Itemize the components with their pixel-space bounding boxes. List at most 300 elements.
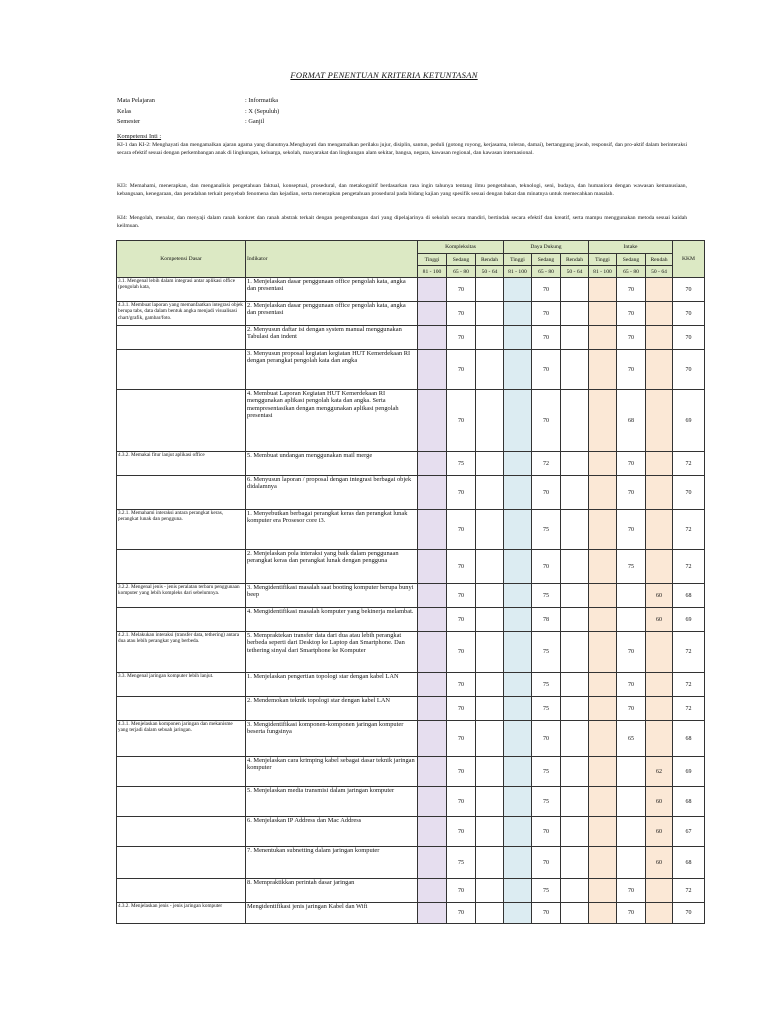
kompleksitas-rendah-cell — [476, 584, 504, 608]
intake-tinggi-cell — [589, 350, 617, 390]
indikator-cell: 5. Membuat undangan menggunakan mail merge — [246, 452, 418, 476]
kompleksitas-sedang-cell: 70 — [447, 510, 476, 550]
kompetensi-dasar-cell — [117, 326, 246, 350]
kompleksitas-tinggi-cell — [418, 550, 447, 584]
table-row — [117, 510, 705, 550]
kompetensi-dasar-cell — [117, 608, 246, 632]
kompleksitas-tinggi-cell — [418, 879, 447, 903]
table-row — [117, 584, 705, 608]
header-kkm: KKM — [673, 241, 705, 278]
indikator-cell: 2. Menyusun daftar isi dengan system manual menggunakan Tabulasi dan indent — [246, 326, 418, 350]
daya-dukung-tinggi-cell — [504, 817, 532, 847]
daya-dukung-rendah-cell — [561, 787, 589, 817]
meta-key: Kelas — [117, 107, 132, 115]
daya-dukung-tinggi-cell — [504, 326, 532, 350]
range-rendah: 50 - 64 — [646, 266, 673, 278]
kkm-cell: 72 — [673, 452, 705, 476]
kkm-cell: 67 — [673, 817, 705, 847]
kompleksitas-tinggi-cell — [418, 584, 447, 608]
kkm-cell: 70 — [673, 350, 705, 390]
intake-sedang-cell — [617, 817, 646, 847]
kompleksitas-rendah-cell — [476, 550, 504, 584]
table-row — [117, 550, 705, 584]
kompleksitas-sedang-cell: 70 — [447, 608, 476, 632]
intake-sedang-cell: 70 — [617, 278, 646, 302]
daya-dukung-tinggi-cell — [504, 510, 532, 550]
table-row — [117, 673, 705, 697]
kkm-cell: 70 — [673, 903, 705, 924]
intake-tinggi-cell — [589, 903, 617, 924]
indikator-cell: 3. Mengidentifikasi masalah saat booting komputer berupa bunyi beep — [246, 584, 418, 608]
table-row — [117, 390, 705, 452]
kkm-table — [116, 240, 705, 924]
ki-3-text: KI3: Memahami, menerapkan, dan menganalisis pengetahuan faktual, konseptual, prosedural, dan metakognitif berdasarkan rasa ingin tahunya tentang ilmu pengetahuan, teknologi, seni, budaya, dan humaniora dengan wawasan kemanusiaan, kebangsaan, kenegaraan, dan peradaban terkait penyebab fenomena dan kejadian, serta menerapkan pengetahuan prosedural pada bidang kajian yang spesifik sesuai dengan bakat dan minatnya untuk memecahkan masalah. — [117, 183, 687, 198]
kkm-cell: 70 — [673, 278, 705, 302]
kompleksitas-sedang-cell: 70 — [447, 390, 476, 452]
kompetensi-dasar-cell: 4.3.2. Menjelaskan jenis - jenis jaringan komputer — [117, 903, 246, 924]
intake-sedang-cell: 75 — [617, 550, 646, 584]
intake-sedang-cell: 70 — [617, 632, 646, 673]
daya-dukung-tinggi-cell — [504, 879, 532, 903]
ki-4-text: KI4: Mengolah, menalar, dan menyaji dalam ranah konkret dan ranah abstrak terkait dengan pengembangan dari yang dipelajarinya di sekolah secara mandiri, bertindak secara efektif dan kreatif, serta mampu menggunakan metoda sesuai kaidah keilmuan. — [117, 215, 687, 230]
kompleksitas-tinggi-cell — [418, 302, 447, 326]
kompetensi-dasar-cell: 3.2.1. Memahami interaksi antara perangkat keras, perangkat lunak dan pengguna. — [117, 510, 246, 550]
indikator-cell: Mengidentifikasi jenis jaringan Kabel dan Wifi — [246, 903, 418, 924]
daya-dukung-rendah-cell — [561, 817, 589, 847]
kompetensi-dasar-cell: 4.2.1. Melakukan interaksi (transfer data, tethering) antara dua atau lebih perangkat yang berbeda. — [117, 632, 246, 673]
daya-dukung-tinggi-cell — [504, 632, 532, 673]
kompleksitas-rendah-cell — [476, 632, 504, 673]
intake-tinggi-cell — [589, 817, 617, 847]
daya-dukung-rendah-cell — [561, 584, 589, 608]
kompleksitas-sedang-cell: 70 — [447, 721, 476, 757]
intake-rendah-cell — [646, 302, 673, 326]
intake-rendah-cell — [646, 476, 673, 510]
kompleksitas-sedang-cell: 70 — [447, 350, 476, 390]
kompleksitas-rendah-cell — [476, 697, 504, 721]
intake-rendah-cell — [646, 550, 673, 584]
header-kompleksitas: Kompleksitas — [418, 241, 504, 254]
intake-tinggi-cell — [589, 326, 617, 350]
daya-dukung-tinggi-cell — [504, 721, 532, 757]
kkm-cell: 72 — [673, 697, 705, 721]
kompleksitas-rendah-cell — [476, 721, 504, 757]
intake-rendah-cell — [646, 278, 673, 302]
daya-dukung-rendah-cell — [561, 390, 589, 452]
kompleksitas-tinggi-cell — [418, 632, 447, 673]
kkm-cell: 72 — [673, 550, 705, 584]
daya-dukung-rendah-cell — [561, 278, 589, 302]
intake-sedang-cell: 68 — [617, 390, 646, 452]
meta-row — [117, 107, 677, 118]
intake-rendah-cell: 60 — [646, 584, 673, 608]
kompleksitas-sedang-cell: 70 — [447, 697, 476, 721]
kompleksitas-rendah-cell — [476, 757, 504, 787]
daya-dukung-sedang-cell: 70 — [532, 847, 561, 879]
daya-dukung-rendah-cell — [561, 879, 589, 903]
daya-dukung-tinggi-cell — [504, 302, 532, 326]
kompleksitas-tinggi-cell — [418, 757, 447, 787]
kompetensi-dasar-cell: 4.3.2. Memakai fitur lanjut aplikasi office — [117, 452, 246, 476]
intake-sedang-cell: 70 — [617, 903, 646, 924]
kkm-cell: 72 — [673, 673, 705, 697]
range-rendah: 50 - 64 — [476, 266, 504, 278]
indikator-cell: 2. Mendemokan teknik topologi star dengan kabel LAN — [246, 697, 418, 721]
intake-tinggi-cell — [589, 879, 617, 903]
meta-value: : Informatika — [245, 97, 279, 104]
daya-dukung-sedang-cell: 75 — [532, 632, 561, 673]
table-row — [117, 302, 705, 326]
intake-tinggi-cell — [589, 390, 617, 452]
kompleksitas-rendah-cell — [476, 817, 504, 847]
kompleksitas-tinggi-cell — [418, 787, 447, 817]
kompleksitas-sedang-cell: 70 — [447, 673, 476, 697]
kkm-cell: 70 — [673, 476, 705, 510]
intake-sedang-cell: 70 — [617, 452, 646, 476]
daya-dukung-tinggi-cell — [504, 847, 532, 879]
intake-rendah-cell: 60 — [646, 817, 673, 847]
daya-dukung-rendah-cell — [561, 350, 589, 390]
indikator-cell: 6. Menjelaskan IP Address dan Mac Address — [246, 817, 418, 847]
kkm-cell: 68 — [673, 847, 705, 879]
kompetensi-dasar-cell: 4.3.1. Membuat laporan yang memanfaatkan integrasi objek berupa tabs, data dalam bentuk angka menjadi visualisasi chart/grafik, gambar/foto. — [117, 302, 246, 326]
daya-dukung-sedang-cell: 70 — [532, 721, 561, 757]
kompleksitas-tinggi-cell — [418, 278, 447, 302]
intake-sedang-cell — [617, 847, 646, 879]
header-tinggi: Tinggi — [418, 254, 447, 266]
meta-value: : Ganjil — [245, 118, 265, 125]
range-tinggi: 81 - 100 — [589, 266, 617, 278]
indikator-cell: 1. Menjelaskan pengertian topologi star dengan kabel LAN — [246, 673, 418, 697]
kompleksitas-rendah-cell — [476, 879, 504, 903]
daya-dukung-tinggi-cell — [504, 452, 532, 476]
kompleksitas-sedang-cell: 70 — [447, 584, 476, 608]
daya-dukung-sedang-cell: 75 — [532, 787, 561, 817]
daya-dukung-tinggi-cell — [504, 697, 532, 721]
daya-dukung-tinggi-cell — [504, 787, 532, 817]
daya-dukung-sedang-cell: 70 — [532, 302, 561, 326]
daya-dukung-rendah-cell — [561, 697, 589, 721]
intake-sedang-cell: 70 — [617, 350, 646, 390]
daya-dukung-sedang-cell: 75 — [532, 584, 561, 608]
intake-rendah-cell — [646, 673, 673, 697]
kompleksitas-tinggi-cell — [418, 452, 447, 476]
kompleksitas-rendah-cell — [476, 787, 504, 817]
table-row — [117, 817, 705, 847]
kompleksitas-rendah-cell — [476, 673, 504, 697]
intake-tinggi-cell — [589, 673, 617, 697]
daya-dukung-rendah-cell — [561, 721, 589, 757]
kompetensi-dasar-cell — [117, 697, 246, 721]
intake-tinggi-cell — [589, 757, 617, 787]
table-row — [117, 697, 705, 721]
daya-dukung-sedang-cell: 70 — [532, 278, 561, 302]
kompleksitas-sedang-cell: 70 — [447, 278, 476, 302]
kkm-cell: 68 — [673, 721, 705, 757]
intake-sedang-cell: 70 — [617, 476, 646, 510]
daya-dukung-tinggi-cell — [504, 476, 532, 510]
kkm-cell: 68 — [673, 787, 705, 817]
kompleksitas-rendah-cell — [476, 326, 504, 350]
meta-row — [117, 96, 677, 107]
meta-value: : X (Sepuluh) — [245, 107, 280, 115]
range-sedang: 65 - 80 — [447, 266, 476, 278]
indikator-cell: 3. Mengidentifikasi komponen-komponen jaringan komputer beserta fungsinya — [246, 721, 418, 757]
kompleksitas-tinggi-cell — [418, 847, 447, 879]
kompleksitas-sedang-cell: 70 — [447, 326, 476, 350]
daya-dukung-sedang-cell: 70 — [532, 550, 561, 584]
intake-rendah-cell: 62 — [646, 757, 673, 787]
kompleksitas-rendah-cell — [476, 476, 504, 510]
kompetensi-dasar-cell: 3.3. Mengenal jaringan komputer lebih lanjut. — [117, 673, 246, 697]
daya-dukung-sedang-cell: 70 — [532, 326, 561, 350]
kompetensi-dasar-cell — [117, 350, 246, 390]
header-tinggi: Tinggi — [589, 254, 617, 266]
kompleksitas-tinggi-cell — [418, 697, 447, 721]
indikator-cell: 5. Mempraktekan transfer data dari dua atau lebih perangkat berbeda seperti dari Desktop ke Laptop dan Smartphone. Dan tethering sinyal dari Smartphone ke Komputer — [246, 632, 418, 673]
table-row — [117, 757, 705, 787]
header-sedang: Sedang — [617, 254, 646, 266]
daya-dukung-rendah-cell — [561, 302, 589, 326]
intake-sedang-cell: 70 — [617, 510, 646, 550]
ki-1-2-text: KI-1 dan KI-2: Menghayati dan mengamalkan ajaran agama yang dianutnya.Menghayati dan mengamalkan perilaku jujur, disiplin, santun, peduli (gotong royong, kerjasama, toleran, damai), bertanggung jawab, responsif, dan pro-aktif dalam berinteraksi secara efektif sesuai dengan perkembangan anak di lingkungan, keluarga, sekolah, masyarakat dan lingkungan alam sekitar, bangsa, negara, kawasan regional, dan kawasan internasional. — [117, 142, 687, 157]
kompleksitas-tinggi-cell — [418, 390, 447, 452]
intake-tinggi-cell — [589, 452, 617, 476]
table-row — [117, 721, 705, 757]
kompleksitas-rendah-cell — [476, 510, 504, 550]
kompetensi-inti-heading: Kompetensi Inti : — [117, 133, 162, 140]
indikator-cell: 5. Menjelaskan media transmisi dalam jaringan komputer — [246, 787, 418, 817]
table-row — [117, 632, 705, 673]
intake-tinggi-cell — [589, 721, 617, 757]
meta-row — [117, 117, 677, 128]
daya-dukung-tinggi-cell — [504, 350, 532, 390]
table-row — [117, 452, 705, 476]
indikator-cell: 2. Menjelaskan dasar penggunaan office pengolah kata, angka dan presentasi — [246, 302, 418, 326]
intake-tinggi-cell — [589, 608, 617, 632]
intake-sedang-cell: 70 — [617, 673, 646, 697]
kompetensi-dasar-cell — [117, 817, 246, 847]
intake-rendah-cell: 60 — [646, 608, 673, 632]
daya-dukung-tinggi-cell — [504, 278, 532, 302]
meta-key: Mata Pelajaran — [117, 97, 155, 104]
kompetensi-dasar-cell — [117, 476, 246, 510]
intake-sedang-cell: 70 — [617, 879, 646, 903]
intake-sedang-cell: 70 — [617, 697, 646, 721]
kompetensi-dasar-cell: 4.3.1. Menjelaskan komponen jaringan dan mekanisme yang terjadi dalam sebuah jaringan. — [117, 721, 246, 757]
intake-tinggi-cell — [589, 847, 617, 879]
table-row — [117, 903, 705, 924]
kkm-cell: 72 — [673, 510, 705, 550]
intake-rendah-cell: 60 — [646, 847, 673, 879]
daya-dukung-sedang-cell: 70 — [532, 476, 561, 510]
kompleksitas-rendah-cell — [476, 350, 504, 390]
table-row — [117, 326, 705, 350]
kompleksitas-sedang-cell: 70 — [447, 302, 476, 326]
kkm-cell: 70 — [673, 302, 705, 326]
kompleksitas-rendah-cell — [476, 847, 504, 879]
intake-sedang-cell: 70 — [617, 326, 646, 350]
daya-dukung-rendah-cell — [561, 903, 589, 924]
daya-dukung-tinggi-cell — [504, 390, 532, 452]
kompetensi-dasar-cell — [117, 879, 246, 903]
kkm-cell: 70 — [673, 326, 705, 350]
kkm-cell: 72 — [673, 632, 705, 673]
intake-tinggi-cell — [589, 787, 617, 817]
intake-rendah-cell — [646, 721, 673, 757]
kompleksitas-tinggi-cell — [418, 326, 447, 350]
daya-dukung-sedang-cell: 78 — [532, 608, 561, 632]
kompleksitas-rendah-cell — [476, 278, 504, 302]
kompleksitas-rendah-cell — [476, 608, 504, 632]
range-sedang: 65 - 80 — [617, 266, 646, 278]
header-rendah: Rendah — [646, 254, 673, 266]
table-row — [117, 476, 705, 510]
daya-dukung-tinggi-cell — [504, 608, 532, 632]
daya-dukung-rendah-cell — [561, 476, 589, 510]
daya-dukung-sedang-cell: 72 — [532, 452, 561, 476]
intake-tinggi-cell — [589, 697, 617, 721]
kkm-cell: 69 — [673, 390, 705, 452]
intake-sedang-cell — [617, 757, 646, 787]
intake-sedang-cell — [617, 787, 646, 817]
header-sedang: Sedang — [532, 254, 561, 266]
kompleksitas-sedang-cell: 70 — [447, 903, 476, 924]
kkm-cell: 68 — [673, 584, 705, 608]
meta-key: Semester — [117, 118, 141, 125]
kompleksitas-tinggi-cell — [418, 510, 447, 550]
kompleksitas-sedang-cell: 70 — [447, 817, 476, 847]
kompleksitas-sedang-cell: 75 — [447, 452, 476, 476]
indikator-cell: 1. Menyebutkan berbagai perangkat keras dan perangkat lunak komputer era Prosesor core i3. — [246, 510, 418, 550]
intake-tinggi-cell — [589, 584, 617, 608]
page-title: FORMAT PENENTUAN KRITERIA KETUNTASAN — [290, 70, 478, 80]
table-row — [117, 847, 705, 879]
daya-dukung-sedang-cell: 75 — [532, 879, 561, 903]
daya-dukung-sedang-cell: 75 — [532, 673, 561, 697]
daya-dukung-tinggi-cell — [504, 903, 532, 924]
intake-rendah-cell: 60 — [646, 787, 673, 817]
indikator-cell: 8. Mempraktikkan perintah dasar jaringan — [246, 879, 418, 903]
kompleksitas-sedang-cell: 70 — [447, 787, 476, 817]
daya-dukung-sedang-cell: 75 — [532, 510, 561, 550]
daya-dukung-tinggi-cell — [504, 757, 532, 787]
intake-rendah-cell — [646, 879, 673, 903]
kompetensi-dasar-cell: 3.2.2. Mengenal jenis - jenis peralatan terbaru penggunaan komputer yang lebih kompleks dari sebelumnya. — [117, 584, 246, 608]
intake-tinggi-cell — [589, 278, 617, 302]
daya-dukung-sedang-cell: 70 — [532, 817, 561, 847]
intake-rendah-cell — [646, 390, 673, 452]
daya-dukung-rendah-cell — [561, 757, 589, 787]
kompleksitas-tinggi-cell — [418, 673, 447, 697]
daya-dukung-rendah-cell — [561, 550, 589, 584]
daya-dukung-sedang-cell: 70 — [532, 903, 561, 924]
daya-dukung-tinggi-cell — [504, 673, 532, 697]
kompetensi-dasar-cell: 3.1. Mengenal lebih dalam integrasi antar aplikasi office (pengolah kata, — [117, 278, 246, 302]
kompetensi-dasar-cell — [117, 847, 246, 879]
header-rendah: Rendah — [561, 254, 589, 266]
kompleksitas-sedang-cell: 75 — [447, 847, 476, 879]
indikator-cell: 1. Menjelaskan dasar penggunaan office pengolah kata, angka dan presentasi — [246, 278, 418, 302]
header-rendah: Rendah — [476, 254, 504, 266]
daya-dukung-sedang-cell: 75 — [532, 697, 561, 721]
intake-sedang-cell — [617, 584, 646, 608]
header-tinggi: Tinggi — [504, 254, 532, 266]
kompleksitas-sedang-cell: 70 — [447, 632, 476, 673]
kkm-cell: 69 — [673, 608, 705, 632]
range-tinggi: 81 - 100 — [418, 266, 447, 278]
intake-sedang-cell: 70 — [617, 302, 646, 326]
intake-tinggi-cell — [589, 550, 617, 584]
intake-tinggi-cell — [589, 302, 617, 326]
table-row — [117, 350, 705, 390]
indikator-cell: 4. Menjelaskan cara krimping kabel sebagai dasar teknik jaringan komputer — [246, 757, 418, 787]
kompetensi-dasar-cell — [117, 787, 246, 817]
kompleksitas-tinggi-cell — [418, 903, 447, 924]
table-row — [117, 787, 705, 817]
daya-dukung-rendah-cell — [561, 452, 589, 476]
intake-tinggi-cell — [589, 510, 617, 550]
indikator-cell: 4. Membuat Laporan Kegiatan HUT Kemerdekaan RI menggunakan aplikasi pengolah kata dan angka. Serta mempresentasikan dengan menggunakan aplikasi pengolah presentasi — [246, 390, 418, 452]
intake-rendah-cell — [646, 350, 673, 390]
kompleksitas-rendah-cell — [476, 302, 504, 326]
daya-dukung-rendah-cell — [561, 673, 589, 697]
intake-rendah-cell — [646, 903, 673, 924]
indikator-cell: 2. Menjelaskan pola interaksi yang baik dalam penggunaan perangkat keras dan perangkat lunak dengan pengguna — [246, 550, 418, 584]
range-sedang: 65 - 80 — [532, 266, 561, 278]
kompleksitas-tinggi-cell — [418, 476, 447, 510]
header-sedang: Sedang — [447, 254, 476, 266]
table-row — [117, 879, 705, 903]
subject-info — [117, 96, 677, 128]
daya-dukung-sedang-cell: 75 — [532, 757, 561, 787]
header-kd: Kompetensi Dasar — [117, 241, 246, 278]
indikator-cell: 6. Menyusun laporan / proposal dengan integrasi berbagai objek didalamnya — [246, 476, 418, 510]
daya-dukung-rendah-cell — [561, 608, 589, 632]
daya-dukung-tinggi-cell — [504, 584, 532, 608]
kompleksitas-tinggi-cell — [418, 721, 447, 757]
header-intake: Intake — [589, 241, 673, 254]
kompleksitas-sedang-cell: 70 — [447, 550, 476, 584]
indikator-cell: 7. Menentukan subnetting dalam jaringan komputer — [246, 847, 418, 879]
kompleksitas-tinggi-cell — [418, 350, 447, 390]
kompleksitas-rendah-cell — [476, 903, 504, 924]
kompetensi-dasar-cell — [117, 550, 246, 584]
daya-dukung-sedang-cell: 70 — [532, 350, 561, 390]
table-row — [117, 278, 705, 302]
kompleksitas-rendah-cell — [476, 452, 504, 476]
kompleksitas-sedang-cell: 70 — [447, 757, 476, 787]
kkm-cell: 69 — [673, 757, 705, 787]
header-daya-dukung: Daya Dukung — [504, 241, 589, 254]
kompetensi-dasar-cell — [117, 390, 246, 452]
indikator-cell: 4. Mengidentifikasi masalah komputer yang bekinerja melambat. — [246, 608, 418, 632]
daya-dukung-rendah-cell — [561, 632, 589, 673]
intake-tinggi-cell — [589, 476, 617, 510]
range-tinggi: 81 - 100 — [504, 266, 532, 278]
daya-dukung-tinggi-cell — [504, 550, 532, 584]
indikator-cell: 3. Menyusun proposal kegiatan kegiatan HUT Kemerdekaan RI dengan perangkat pengolah kata dan angka — [246, 350, 418, 390]
kkm-cell: 72 — [673, 879, 705, 903]
kompleksitas-tinggi-cell — [418, 817, 447, 847]
intake-rendah-cell — [646, 326, 673, 350]
intake-rendah-cell — [646, 697, 673, 721]
intake-sedang-cell: 65 — [617, 721, 646, 757]
range-rendah: 50 - 64 — [561, 266, 589, 278]
daya-dukung-rendah-cell — [561, 326, 589, 350]
kompleksitas-sedang-cell: 70 — [447, 476, 476, 510]
daya-dukung-rendah-cell — [561, 510, 589, 550]
